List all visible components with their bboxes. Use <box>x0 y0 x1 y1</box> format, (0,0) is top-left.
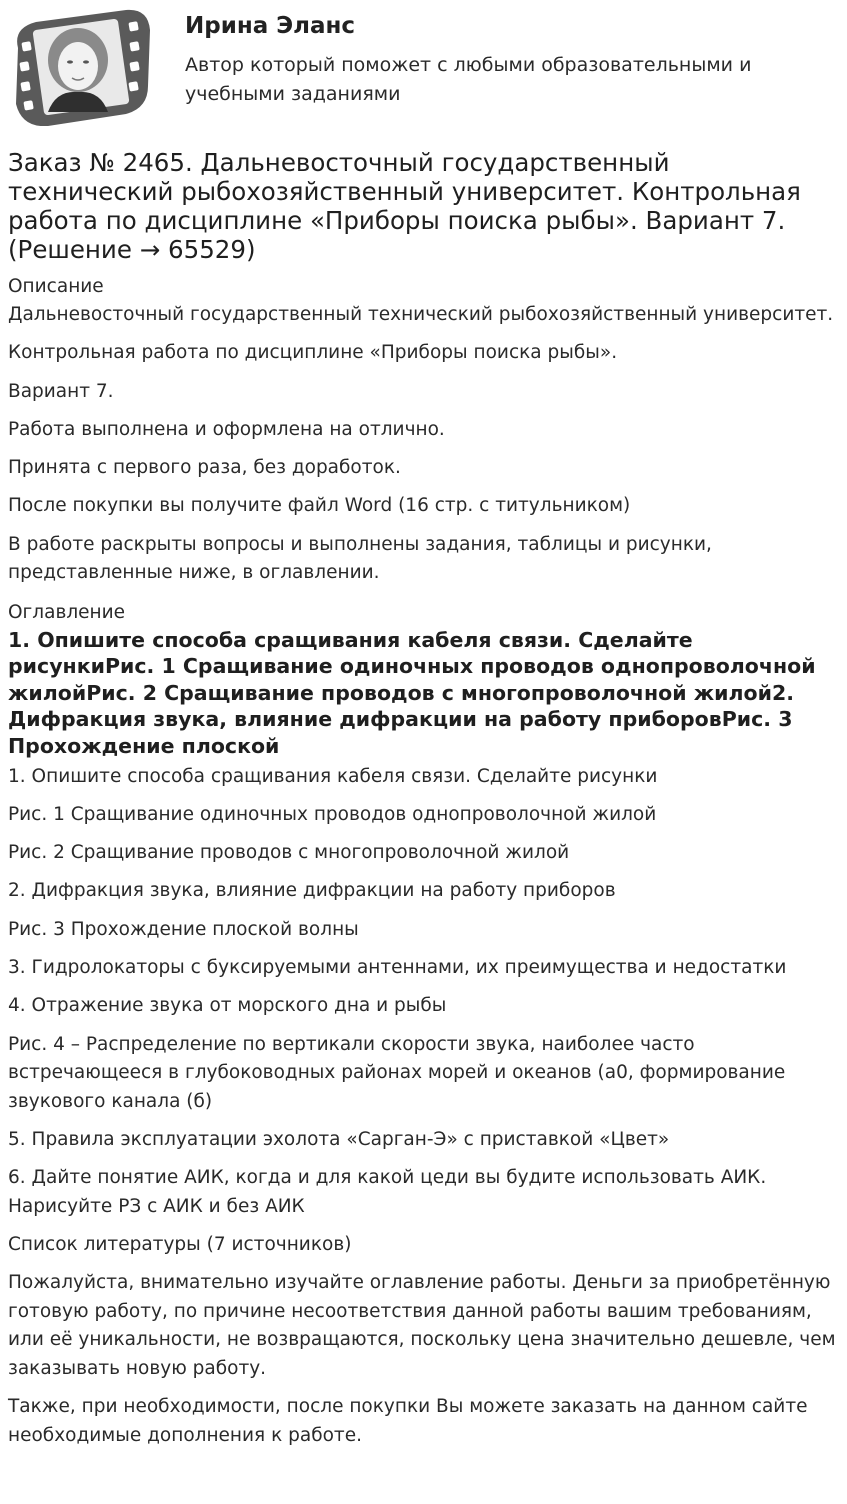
note-paragraph: Также, при необходимости, после покупки Вы можете заказать на данном сайте необходимые дополнения к работе. <box>8 1396 808 1446</box>
toc-item: 6. Дайте понятие АИК, когда и для какой цеди вы будите использовать АИК. Нарисуйте РЗ с АИК и без АИК <box>8 1167 767 1217</box>
author-name: Ирина Эланс <box>185 13 356 39</box>
content <box>8 272 838 1460</box>
description-paragraph: Вариант 7. <box>8 380 114 402</box>
description-paragraph: Принята с первого раза, без доработок. <box>8 457 401 479</box>
toc-item: 2. Дифракция звука, влияние дифракции на работу приборов <box>8 880 616 902</box>
author-description: Автор который поможет с любыми образовательными и учебными заданиями <box>185 54 752 105</box>
description-paragraph: В работе раскрыты вопросы и выполнены задания, таблицы и рисунки, представленные ниже, в оглавлении. <box>8 533 712 584</box>
description-paragraph: Дальневосточный государственный технический рыбохозяйственный университет. <box>8 304 834 325</box>
toc-summary: 1. Опишите способа сращивания кабеля связи. Сделайте рисункиРис. 1 Сращивание одиночных проводов однопроволочной жилойРис. 2 Сращивание проводов с многопроволочной жилой2. Дифракция звука, влияние дифракции на работу приборовРис. 3 Прохождение плоской <box>8 627 816 758</box>
toc-item: Рис. 2 Сращивание проводов с многопроволочной жилой <box>8 842 570 864</box>
page-title: Заказ № 2465. Дальневосточный государственный технический рыбохозяйственный университет. Контрольная работа по дисциплине «Приборы поиска рыбы». Вариант 7. (Решение → 65529) <box>8 148 801 264</box>
toc-item: Рис. 1 Сращивание одиночных проводов однопроволочной жилой <box>8 803 657 825</box>
toc-item: Рис. 4 – Распределение по вертикали скорости звука, наиболее часто встречающееся в глубоководных районах морей и океанов (а0, формирование звукового канала (б) <box>8 1033 786 1112</box>
description-paragraph: Контрольная работа по дисциплине «Приборы поиска рыбы». <box>8 342 618 364</box>
note-paragraph: Пожалуйста, внимательно изучайте оглавление работы. Деньги за приобретённую готовую работу, по причине несоответствия данной работы вашим требованиям, или её уникальности, не возвращаются, поскольку цена значительно дешевле, чем заказывать новую работу. <box>8 1272 836 1379</box>
author-avatar <box>8 8 153 126</box>
toc-item: 4. Отражение звука от морского дна и рыбы <box>8 995 447 1017</box>
description-paragraph: Работа выполнена и оформлена на отлично. <box>8 418 445 440</box>
toc-item: 3. Гидролокаторы с буксируемыми антеннами, их преимущества и недостатки <box>8 957 787 979</box>
author-card <box>8 8 838 128</box>
toc-label: Оглавление <box>8 601 126 623</box>
description-label: Описание <box>8 276 104 297</box>
toc-item: 1. Опишите способа сращивания кабеля связи. Сделайте рисунки <box>8 765 658 787</box>
toc-item: Рис. 3 Прохождение плоской волны <box>8 918 359 940</box>
toc-item: Список литературы (7 источников) <box>8 1234 352 1256</box>
toc-item: 5. Правила эксплуатации эхолота «Сарган-Э» с приставкой «Цвет» <box>8 1128 670 1150</box>
description-paragraph: После покупки вы получите файл Word (16 стр. с титульником) <box>8 495 631 517</box>
